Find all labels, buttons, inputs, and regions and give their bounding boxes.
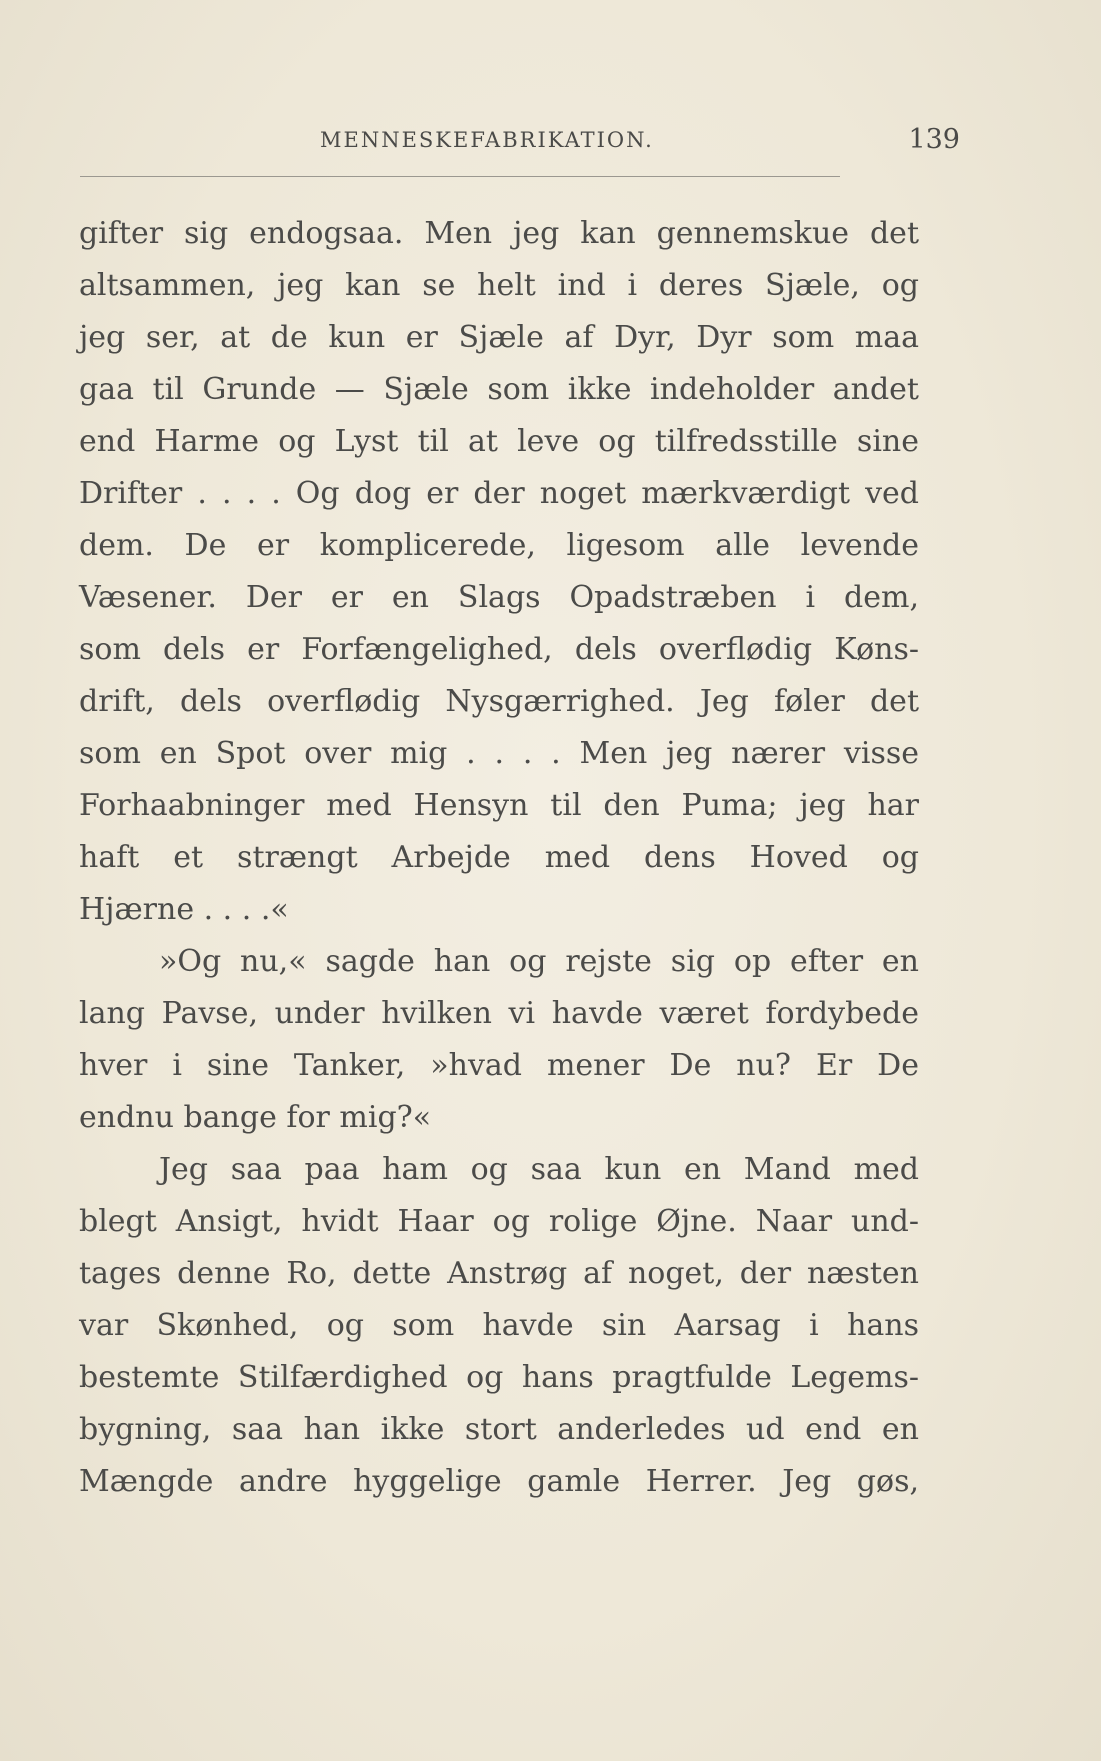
- text-line: Mængde andre hyggelige gamle Herrer. Jeg gøs,: [79, 1464, 919, 1499]
- text-line: Drifter . . . . Og dog er der noget mærkværdigt ved: [79, 476, 919, 511]
- text-line: blegt Ansigt, hvidt Haar og rolige Øjne. Naar und-: [79, 1204, 919, 1239]
- text-line: hver i sine Tanker, »hvad mener De nu? Er De: [79, 1048, 919, 1083]
- text-line: Jeg saa paa ham og saa kun en Mand med: [159, 1152, 919, 1187]
- text-line: haft et strængt Arbejde med dens Hoved og: [79, 840, 919, 875]
- text-line: »Og nu,« sagde han og rejste sig op efter en: [159, 944, 919, 979]
- running-title: MENNESKEFABRIKATION.: [320, 128, 654, 152]
- text-line: end Harme og Lyst til at leve og tilfredsstille sine: [79, 424, 919, 459]
- text-line: tages denne Ro, dette Anstrøg af noget, der næsten: [79, 1256, 919, 1291]
- text-line: endnu bange for mig?«: [79, 1100, 432, 1135]
- text-line: dem. De er komplicerede, ligesom alle levende: [79, 528, 919, 563]
- page-number: 139: [908, 124, 960, 155]
- text-line: lang Pavse, under hvilken vi havde været fordybede: [79, 996, 919, 1031]
- text-line: Væsener. Der er en Slags Opadstræben i dem,: [79, 580, 919, 615]
- text-line: var Skønhed, og som havde sin Aarsag i hans: [79, 1308, 919, 1343]
- running-head: [80, 124, 960, 168]
- text-line: som dels er Forfængelighed, dels overflødig Køns-: [79, 632, 919, 667]
- text-line: gaa til Grunde — Sjæle som ikke indeholder andet: [79, 372, 919, 407]
- text-line: som en Spot over mig . . . . Men jeg nærer visse: [79, 736, 919, 771]
- text-line: Forhaabninger med Hensyn til den Puma; jeg har: [79, 788, 919, 823]
- text-line: jeg ser, at de kun er Sjæle af Dyr, Dyr som maa: [79, 320, 919, 355]
- text-line: gifter sig endogsaa. Men jeg kan gennemskue det: [79, 216, 919, 251]
- text-line: altsammen, jeg kan se helt ind i deres Sjæle, og: [79, 268, 919, 303]
- text-line: drift, dels overflødig Nysgærrighed. Jeg føler det: [79, 684, 919, 719]
- text-line: bygning, saa han ikke stort anderledes ud end en: [79, 1412, 919, 1447]
- text-line: bestemte Stilfærdighed og hans pragtfulde Legems-: [79, 1360, 919, 1395]
- body-text: [79, 208, 919, 1508]
- header-rule: [80, 176, 840, 177]
- text-line: Hjærne . . . .«: [79, 892, 289, 927]
